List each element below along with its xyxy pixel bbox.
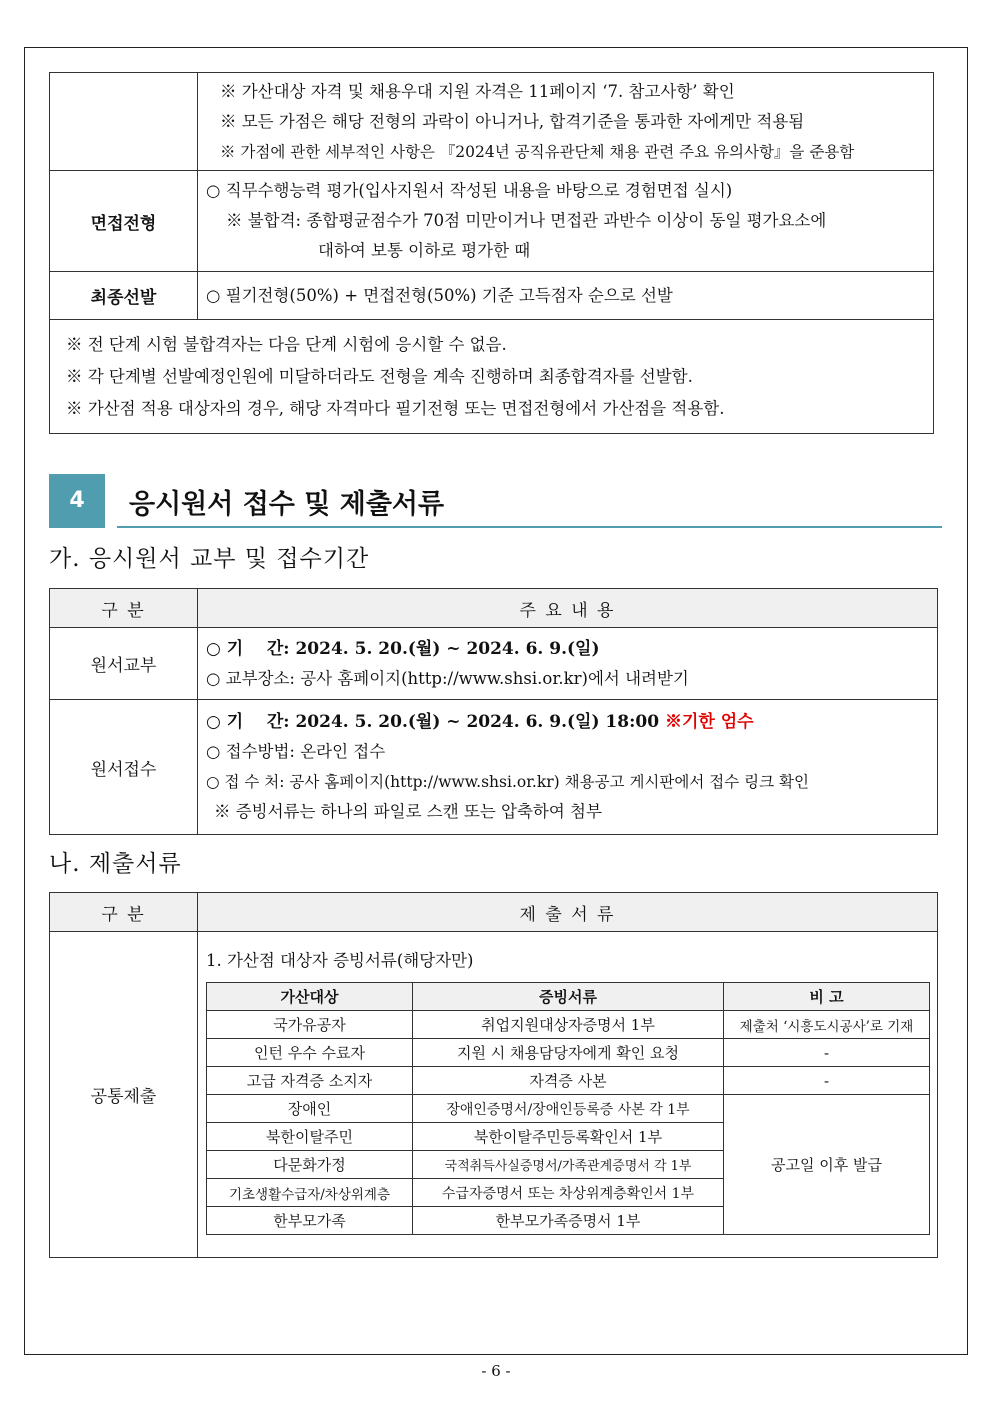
interview-content — [198, 171, 934, 272]
distribution-period: ○ 기 간: 2024. 5. 20.(월) ~ 2024. 6. 9.(일) — [206, 638, 600, 659]
target-cell: 국가유공자 — [207, 1011, 413, 1039]
note-line: ※ 가산대상 자격 및 채용우대 지원 자격은 11페이지 ‘7. 참고사항’ 확인 — [220, 81, 735, 101]
row-label-common: 공통제출 — [50, 932, 198, 1258]
note-line: ※ 모든 가점은 해당 전형의 과락이 아니거나, 합격기준을 통과한 자에게만 적용됨 — [220, 111, 805, 131]
header-category: 구 분 — [50, 893, 198, 932]
submission-content — [198, 700, 938, 835]
final-line: ○ 필기전형(50%) + 면접전형(50%) 기준 고득점자 순으로 선발 — [206, 285, 673, 305]
final-label: 최종선발 — [50, 272, 198, 320]
doc-cell: 수급자증명서 또는 차상위계층확인서 1부 — [413, 1179, 724, 1207]
doc-cell: 북한이탈주민등록확인서 1부 — [413, 1123, 724, 1151]
header-documents: 제 출 서 류 — [198, 893, 938, 932]
target-cell: 고급 자격증 소지자 — [207, 1067, 413, 1095]
table-row — [207, 1039, 930, 1067]
doc-cell: 국적취득사실증명서/가족관계증명서 각 1부 — [413, 1151, 724, 1179]
deadline-warning: ※기한 엄수 — [664, 712, 754, 732]
interview-line: ○ 직무수행능력 평가(입사지원서 작성된 내용을 바탕으로 경험면접 실시) — [206, 181, 733, 200]
general-note: ※ 가산점 적용 대상자의 경우, 해당 자격마다 필기전형 또는 면접전형에서 가산점을 적용함. — [66, 398, 725, 418]
interview-line: 대하여 보통 이하로 평가한 때 — [318, 241, 531, 260]
doc-cell: 지원 시 채용담당자에게 확인 요청 — [413, 1039, 724, 1067]
inner-header: 비 고 — [724, 983, 930, 1011]
section-heading — [49, 474, 942, 528]
empty-label-cell — [50, 73, 198, 171]
target-cell: 기초생활수급자/차상위계층 — [207, 1179, 413, 1207]
distribution-content — [198, 628, 938, 700]
bonus-documents-table — [206, 982, 930, 1235]
submission-period-line — [206, 707, 937, 737]
doc-cell: 한부모가족증명서 1부 — [413, 1207, 724, 1235]
documents-list-title: 1. 가산점 대상자 증빙서류(해당자만) — [206, 951, 474, 970]
row-label-distribution: 원서교부 — [50, 628, 198, 700]
selection-process-table — [49, 72, 934, 434]
note-line: ※ 가점에 관한 세부적인 사항은 『2024년 공직유관단체 채용 관련 주요 유의사항』을 준용함 — [220, 142, 855, 161]
general-notes-cell — [50, 320, 934, 434]
target-cell: 북한이탈주민 — [207, 1123, 413, 1151]
final-content — [198, 272, 934, 320]
bonus-notes-cell — [198, 73, 934, 171]
target-cell: 다문화가정 — [207, 1151, 413, 1179]
section-number: 4 — [49, 474, 105, 528]
page-number: - 6 - — [481, 1362, 511, 1380]
subheading-b: 나. 제출서류 — [49, 851, 182, 877]
general-note: ※ 전 단계 시험 불합격자는 다음 단계 시험에 응시할 수 없음. — [66, 334, 507, 354]
application-period-table — [49, 588, 938, 835]
distribution-place: ○ 교부장소: 공사 홈페이지(http://www.shsi.or.kr)에서 내려받기 — [206, 668, 689, 688]
section-title: 응시원서 접수 및 제출서류 — [129, 489, 445, 520]
subheading-a: 가. 응시원서 교부 및 접수기간 — [49, 546, 370, 572]
header-content: 주 요 내 용 — [198, 589, 938, 628]
target-cell: 인턴 우수 수료자 — [207, 1039, 413, 1067]
documents-table — [49, 892, 938, 1258]
doc-cell: 취업지원대상자증명서 1부 — [413, 1011, 724, 1039]
table-row — [207, 1067, 930, 1095]
doc-cell: 장애인증명서/장애인등록증 사본 각 1부 — [413, 1095, 724, 1123]
submission-period: ○ 기 간: 2024. 5. 20.(월) ~ 2024. 6. 9.(일) 18:00 — [206, 712, 665, 732]
inner-header: 증빙서류 — [413, 983, 724, 1011]
submission-method: ○ 접수방법: 온라인 접수 — [206, 742, 386, 761]
submission-place: ○ 접 수 처: 공사 홈페이지(http://www.shsi.or.kr) 채용공고 게시판에서 접수 링크 확인 — [206, 773, 809, 791]
interview-line: ※ 불합격: 종합평균점수가 70점 미만이거나 면접관 과반수 이상이 동일 평가요소에 — [226, 211, 827, 230]
section-rule — [117, 526, 942, 528]
target-cell: 장애인 — [207, 1095, 413, 1123]
target-cell: 한부모가족 — [207, 1207, 413, 1235]
note-cell: - — [724, 1067, 930, 1095]
merged-note-cell: 공고일 이후 발급 — [724, 1095, 930, 1235]
interview-label: 면접전형 — [50, 171, 198, 272]
submission-note: ※ 증빙서류는 하나의 파일로 스캔 또는 압축하여 첨부 — [214, 802, 602, 821]
note-cell: 제출처 ‘시흥도시공사’로 기재 — [724, 1011, 930, 1039]
table-row — [207, 1011, 930, 1039]
documents-content — [198, 932, 938, 1258]
note-cell: - — [724, 1039, 930, 1067]
row-label-submission: 원서접수 — [50, 700, 198, 835]
table-row — [207, 1095, 930, 1123]
header-category: 구 분 — [50, 589, 198, 628]
inner-header: 가산대상 — [207, 983, 413, 1011]
doc-cell: 자격증 사본 — [413, 1067, 724, 1095]
general-note: ※ 각 단계별 선발예정인원에 미달하더라도 전형을 계속 진행하며 최종합격자를 선발함. — [66, 366, 693, 386]
